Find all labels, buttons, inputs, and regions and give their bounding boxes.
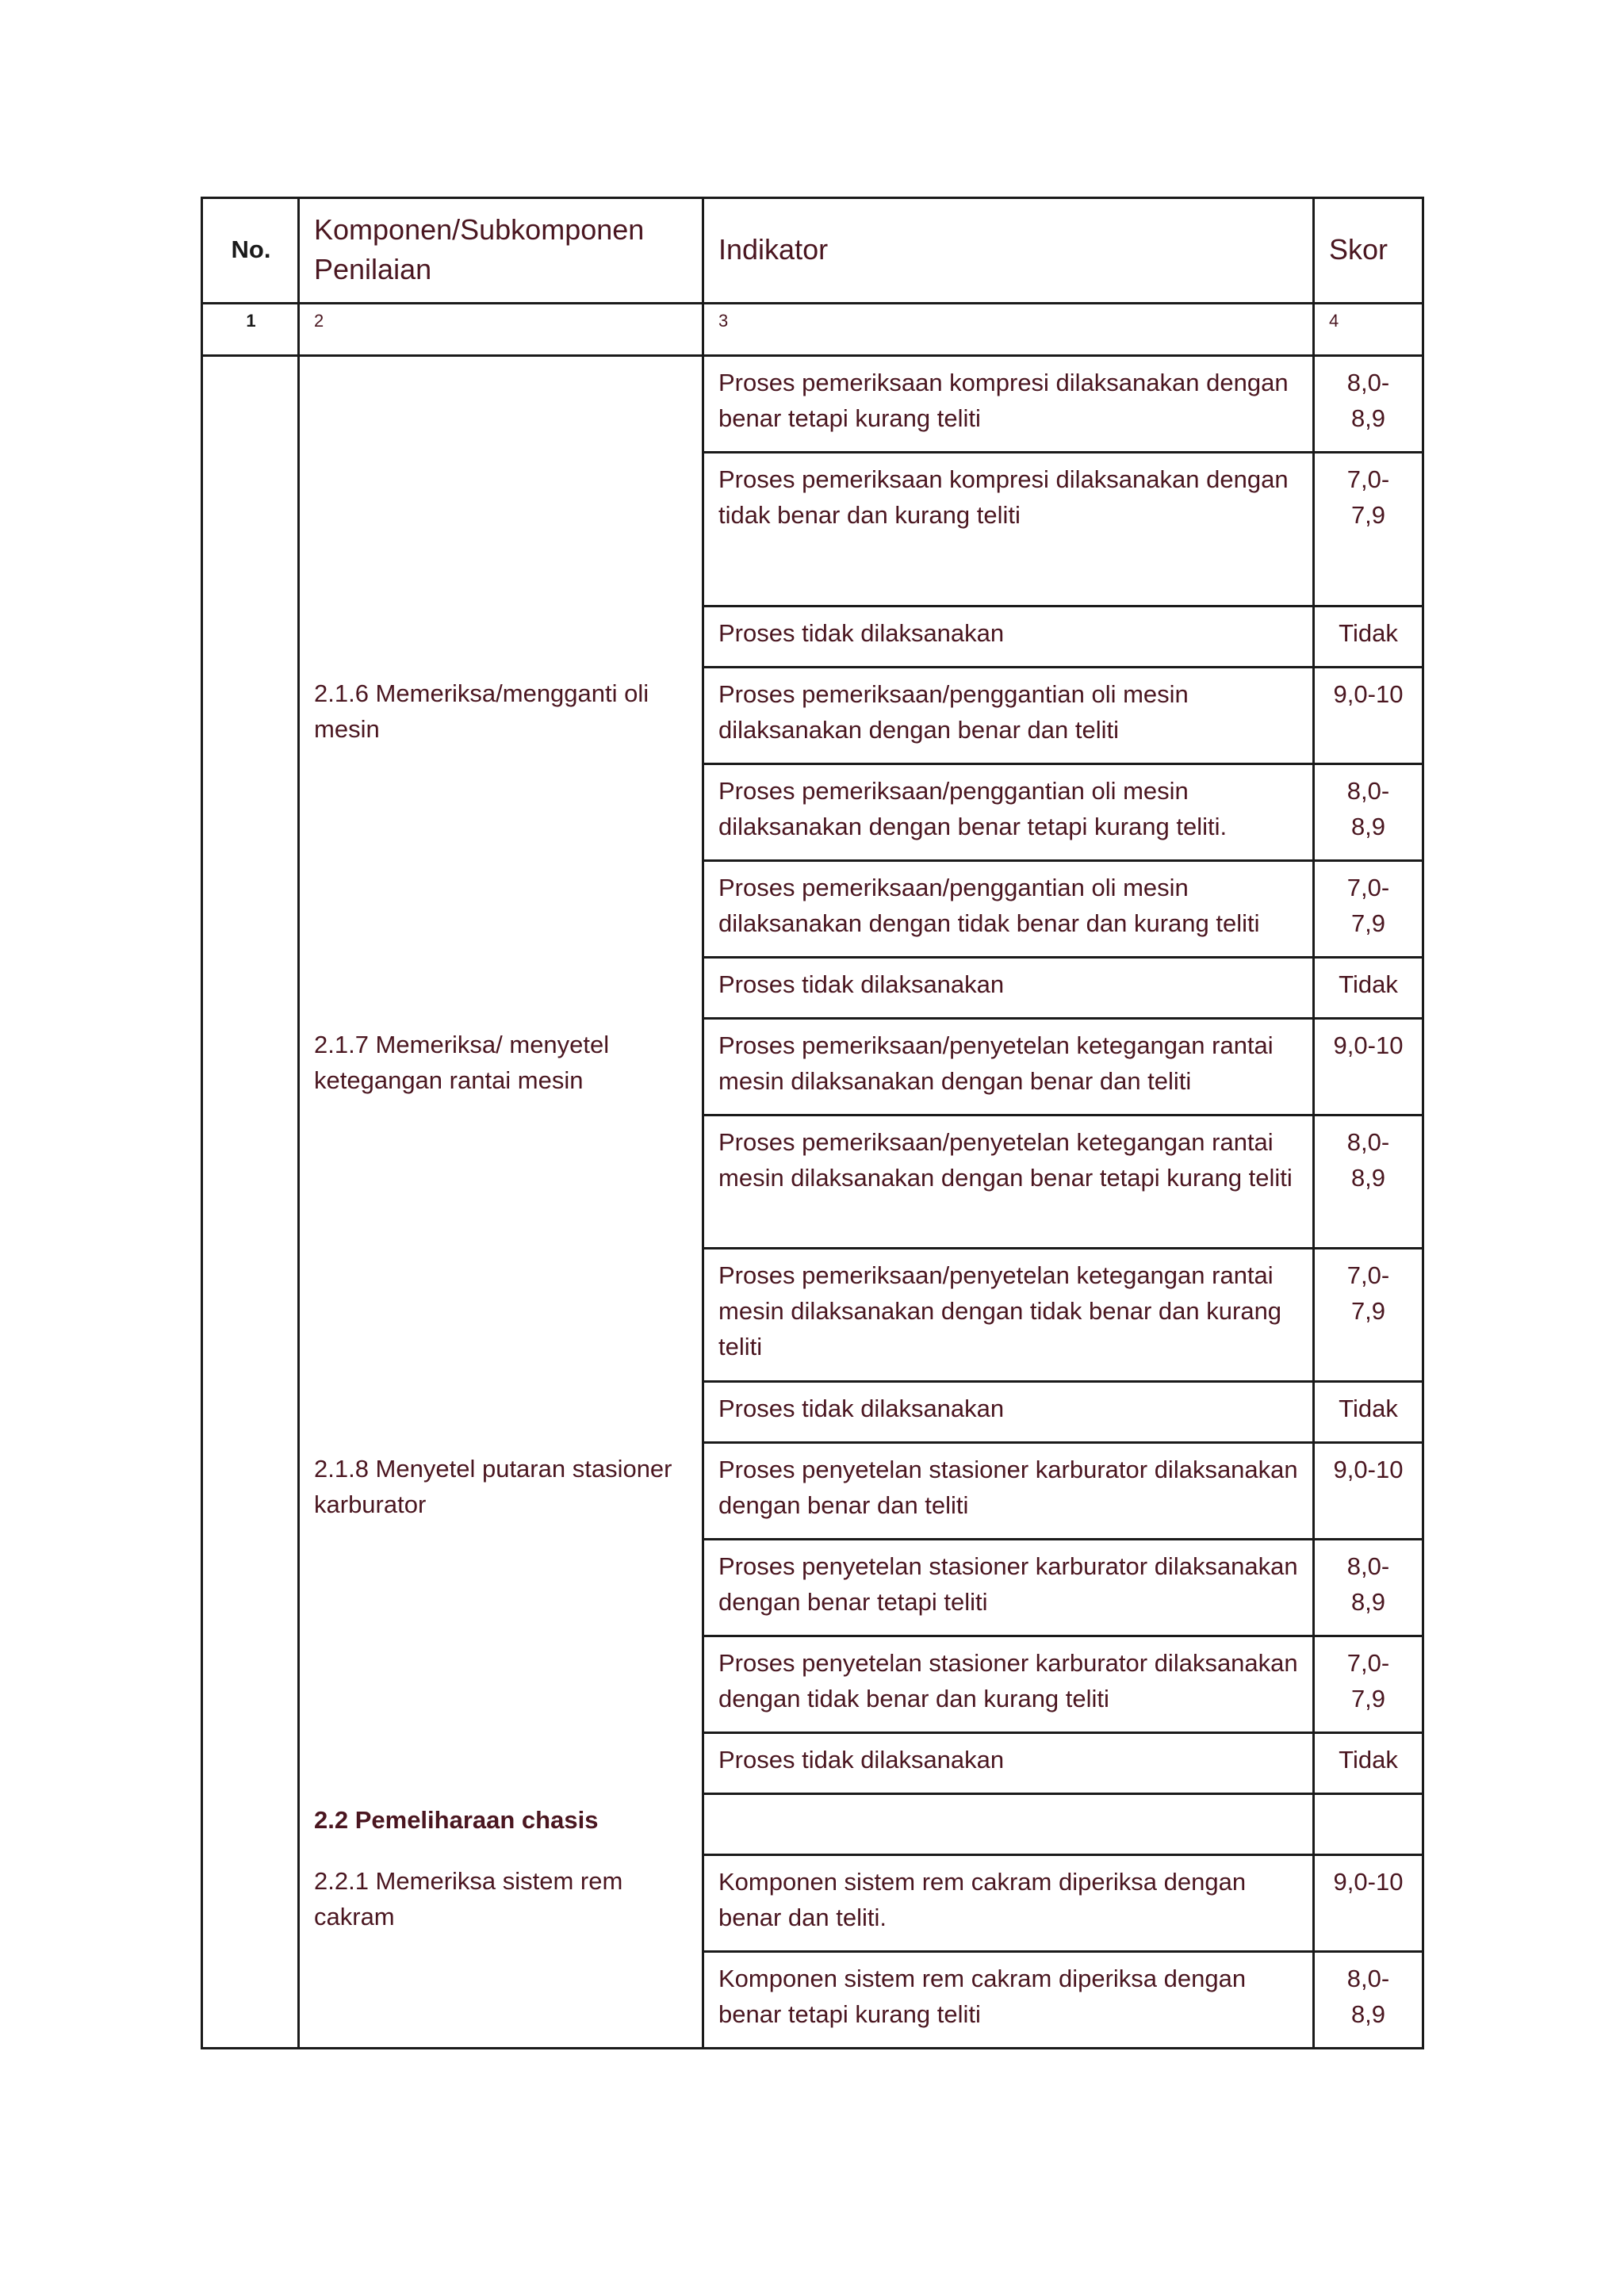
indicator-cell: Komponen sistem rem cakram diperiksa dengan benar dan teliti. (703, 1855, 1314, 1952)
score-cell (1314, 356, 1423, 453)
component-cell (299, 1382, 703, 1443)
table-row (202, 1249, 1423, 1382)
score-cell (1314, 764, 1423, 861)
indicator-cell: Proses tidak dilaksanakan (703, 607, 1314, 668)
table-row (202, 607, 1423, 668)
score-cell (1314, 1733, 1423, 1794)
component-cell (299, 1636, 703, 1733)
score-cell (1314, 453, 1423, 607)
component-cell (299, 607, 703, 668)
header-no: No. (202, 198, 299, 304)
score-text: 8,0- 8,9 (1346, 369, 1390, 432)
indicator-cell (703, 1794, 1314, 1855)
score-text: Tidak (1339, 1746, 1398, 1774)
score-cell (1314, 1540, 1423, 1636)
component-cell (299, 764, 703, 861)
table-header-row (202, 198, 1423, 304)
indicator-cell: Proses pemeriksaan/penyetelan ketegangan rantai mesin dilaksanakan dengan benar dan teliti (703, 1019, 1314, 1115)
table-row (202, 356, 1423, 453)
indicator-cell: Proses pemeriksaan kompresi dilaksanakan dengan tidak benar dan kurang teliti (703, 453, 1314, 607)
score-text: Tidak (1339, 970, 1398, 998)
score-text: 8,0- 8,9 (1346, 1128, 1390, 1192)
header-component: Komponen/Subkomponen Penilaian (299, 198, 703, 304)
component-cell (299, 1733, 703, 1794)
score-text: 9,0-10 (1333, 1456, 1404, 1483)
table-row (202, 1855, 1423, 1952)
score-cell (1314, 607, 1423, 668)
column-number-row (202, 304, 1423, 356)
component-cell (299, 1115, 703, 1249)
component-cell (299, 958, 703, 1019)
table-row (202, 1019, 1423, 1115)
score-cell (1314, 1249, 1423, 1382)
table-row (202, 1540, 1423, 1636)
indicator-cell: Proses penyetelan stasioner karburator dilaksanakan dengan tidak benar dan kurang teliti (703, 1636, 1314, 1733)
table-row (202, 453, 1423, 607)
score-cell (1314, 1794, 1423, 1855)
table-row (202, 861, 1423, 958)
score-cell (1314, 1115, 1423, 1249)
no-cell (202, 356, 299, 2049)
score-text: 8,0- 8,9 (1346, 1552, 1390, 1616)
score-cell (1314, 1855, 1423, 1952)
indicator-cell: Proses pemeriksaan kompresi dilaksanakan dengan benar tetapi kurang teliti (703, 356, 1314, 453)
indicator-cell: Proses pemeriksaan/penyetelan ketegangan rantai mesin dilaksanakan dengan benar tetapi kurang teliti (703, 1115, 1314, 1249)
component-cell (299, 861, 703, 958)
table-row (202, 764, 1423, 861)
table-row (202, 1382, 1423, 1443)
indicator-cell: Proses pemeriksaan/penggantian oli mesin dilaksanakan dengan tidak benar dan kurang teliti (703, 861, 1314, 958)
component-cell: 2.1.7 Memeriksa/ menyetel ketegangan rantai mesin (299, 1019, 703, 1115)
score-text: 9,0-10 (1333, 1868, 1404, 1896)
score-text: 7,0- 7,9 (1346, 465, 1390, 529)
indicator-cell: Proses tidak dilaksanakan (703, 1382, 1314, 1443)
table-row (202, 1115, 1423, 1249)
indicator-cell: Proses penyetelan stasioner karburator dilaksanakan dengan benar tetapi teliti (703, 1540, 1314, 1636)
column-number: 1 (202, 304, 299, 356)
table-row (202, 1636, 1423, 1733)
score-text: 9,0-10 (1333, 1031, 1404, 1059)
component-cell (299, 1952, 703, 2049)
component-cell (299, 453, 703, 607)
table-row (202, 1794, 1423, 1855)
indicator-cell: Proses pemeriksaan/penggantian oli mesin dilaksanakan dengan benar tetapi kurang teliti. (703, 764, 1314, 861)
score-cell (1314, 1443, 1423, 1540)
score-text: 9,0-10 (1333, 680, 1404, 708)
score-cell (1314, 958, 1423, 1019)
table-row (202, 1443, 1423, 1540)
assessment-table (201, 197, 1424, 2049)
score-text: 7,0- 7,9 (1346, 874, 1390, 937)
score-cell (1314, 1636, 1423, 1733)
component-cell: 2.2 Pemeliharaan chasis (299, 1794, 703, 1855)
score-text: Tidak (1339, 619, 1398, 647)
score-cell (1314, 1019, 1423, 1115)
score-text: 7,0- 7,9 (1346, 1649, 1390, 1712)
table-row (202, 1733, 1423, 1794)
component-cell: 2.1.6 Memeriksa/mengganti oli mesin (299, 668, 703, 764)
score-cell (1314, 1382, 1423, 1443)
table-row (202, 958, 1423, 1019)
table-row (202, 1952, 1423, 2049)
score-text: 8,0- 8,9 (1346, 777, 1390, 840)
component-cell: 2.2.1 Memeriksa sistem rem cakram (299, 1855, 703, 1952)
column-number: 2 (299, 304, 703, 356)
score-text: Tidak (1339, 1395, 1398, 1422)
component-cell (299, 356, 703, 453)
score-cell (1314, 668, 1423, 764)
score-text: 8,0- 8,9 (1346, 1965, 1390, 2028)
column-number: 4 (1314, 304, 1423, 356)
indicator-cell: Komponen sistem rem cakram diperiksa dengan benar tetapi kurang teliti (703, 1952, 1314, 2049)
component-cell (299, 1249, 703, 1382)
score-cell (1314, 861, 1423, 958)
header-score: Skor (1314, 198, 1423, 304)
indicator-cell: Proses pemeriksaan/penyetelan ketegangan rantai mesin dilaksanakan dengan tidak benar dan kurang teliti (703, 1249, 1314, 1382)
score-text: 7,0- 7,9 (1346, 1261, 1390, 1325)
component-cell: 2.1.8 Menyetel putaran stasioner karburator (299, 1443, 703, 1540)
indicator-cell: Proses tidak dilaksanakan (703, 958, 1314, 1019)
indicator-cell: Proses penyetelan stasioner karburator dilaksanakan dengan benar dan teliti (703, 1443, 1314, 1540)
column-number: 3 (703, 304, 1314, 356)
header-indicator: Indikator (703, 198, 1314, 304)
component-cell (299, 1540, 703, 1636)
indicator-cell: Proses tidak dilaksanakan (703, 1733, 1314, 1794)
indicator-cell: Proses pemeriksaan/penggantian oli mesin dilaksanakan dengan benar dan teliti (703, 668, 1314, 764)
score-cell (1314, 1952, 1423, 2049)
table-row (202, 668, 1423, 764)
